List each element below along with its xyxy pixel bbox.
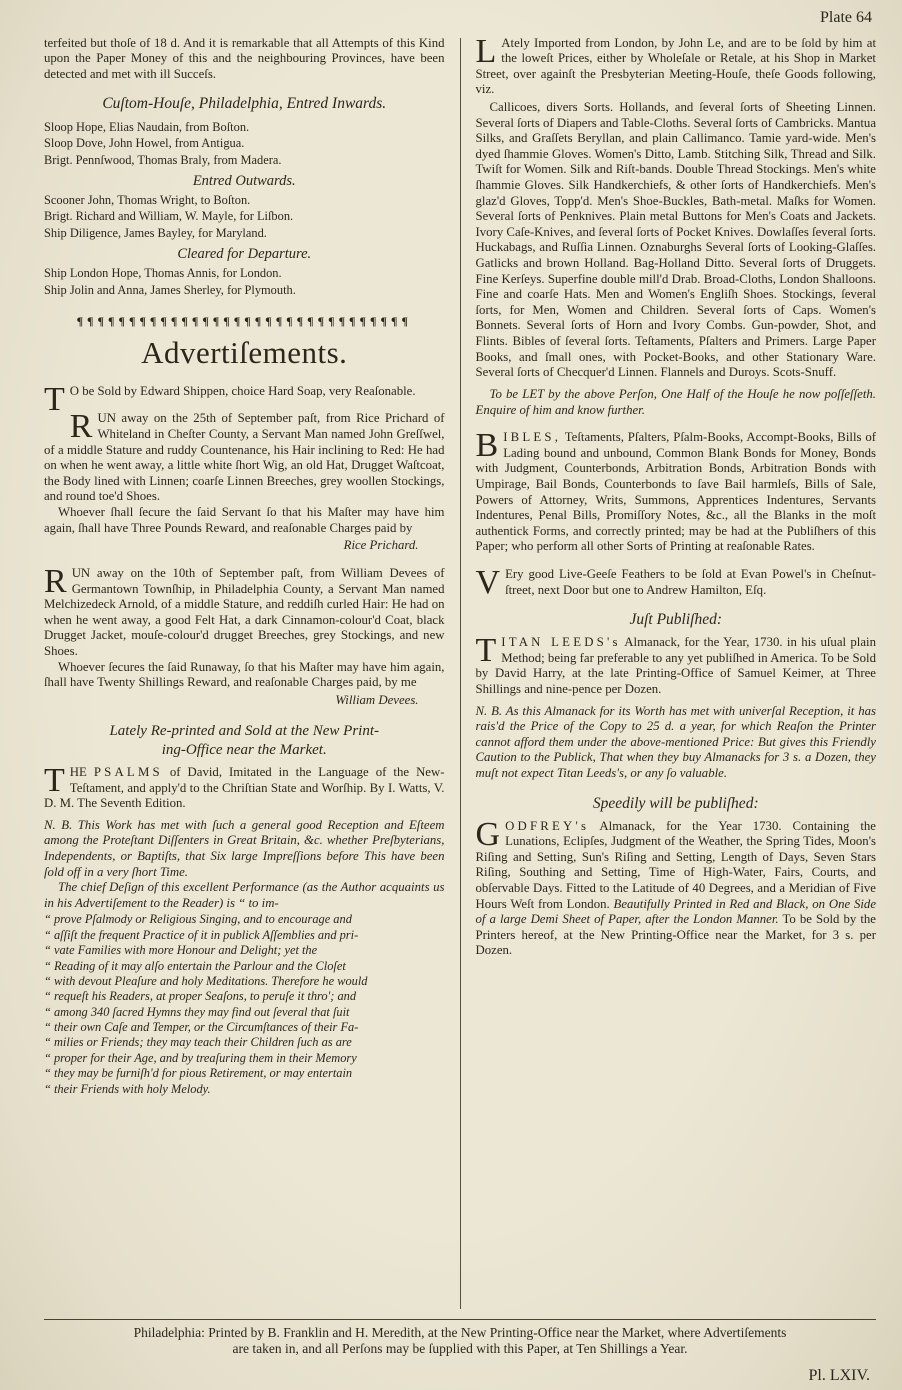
dropcap-letter: T	[44, 762, 65, 799]
cleared-departure-list	[44, 265, 445, 297]
quote-line: “ Reading of it may alſo entertain the Parlour and the Cloſet	[44, 958, 346, 973]
feathers-paragraph	[475, 564, 877, 602]
quote-line: “ they may be furniſh'd for pious Retirement, or may entertain	[44, 1066, 353, 1081]
title-spaced-text: ODFREY's	[505, 818, 590, 833]
dropcap-letter: G	[475, 815, 501, 853]
quote-line: “ milies or Friends; they may teach their Children ſuch as are	[44, 1035, 352, 1050]
quote-line: “ vate Families with more Honour and Delight; yet the	[44, 943, 318, 958]
advert-body-text: Ery good Live-Geeſe Feathers to be ſold at Evan Powel's in Cheſnut-ſtreet, next Door but one to Andrew Hamilton, Eſq.	[505, 567, 876, 597]
advert-body-text: UN away on the 25th of September paſt, from Rice Prichard of Whiteland in Cheſter County, a Servant Man named John Greſſwel, of a middle Stature and ruddy Countenance, his Hair inclining to Red: He had on when he went away, a little white ſhort Wig, an old Hat, Drugget Waſtcoat, the Body lined with Linnen; coarſe Linnen Breeches, grey woollen Stockings, and round toe'd Shoes.	[44, 411, 445, 504]
ship-entry: Ship London Hope, Thomas Annis, for London.	[44, 266, 282, 281]
title-text: HE	[69, 765, 94, 779]
quoted-lines-block	[44, 912, 445, 1097]
runaway-advert-devees	[44, 562, 445, 708]
soap-advert-text	[44, 380, 445, 418]
godfrey-almanack-advert	[475, 815, 877, 959]
signature: Rice Prichard.	[343, 538, 419, 553]
ship-entry: Brigt. Pennſwood, Thomas Braly, from Madera.	[44, 152, 282, 167]
cleared-departure-heading: Cleared for Departure.	[177, 245, 312, 262]
title-spaced-text: IBLES,	[503, 430, 562, 445]
continuation-paragraph: terfeited but thoſe of 18 d. And it is remarkable that all Attempts of this Kind upon the Paper Money of this and the neighbouring Provinces, have been detected and met with ill Succeſs.	[44, 35, 445, 81]
design-intro-paragraph: The chief Deſign of this excellent Performance (as the Author acquaints us in his Advertiſement to the Reader) is “ to im-	[44, 880, 445, 910]
advert-body-text: Ately Imported from London, by John Le, and are to be ſold by him at the loweſt Prices, either by Wholeſale or Retale, at his Shop in Market Street, over againſt the Presbyterian Meeting-Houſe, theſe Goods following, viz.	[475, 35, 876, 97]
runaway-description	[44, 408, 445, 505]
plate-number: Pl. LXIV.	[808, 1367, 870, 1385]
signature: William Devees.	[335, 692, 419, 707]
feathers-advert	[475, 564, 877, 602]
custom-house-heading: Cuſtom-Houſe, Philadelphia, Entred Inwards.	[102, 95, 387, 113]
blanks-paragraph	[475, 427, 877, 555]
just-published-heading: Juſt Publiſhed:	[629, 611, 723, 629]
quote-line: “ requeſt his Readers, at proper Seaſons, to peruſe it thro'; and	[44, 989, 357, 1004]
quote-line: “ prove Pſalmody or Religious Singing, and to encourage and	[44, 912, 352, 927]
blanks-printing-advert	[475, 427, 877, 555]
ship-entry: Sloop Dove, John Howel, from Antigua.	[44, 136, 245, 151]
runaway-description	[44, 562, 445, 660]
column-divider	[460, 38, 461, 1309]
ship-entry: Brigt. Richard and William, W. Mayle, for Liſbon.	[44, 209, 294, 224]
speedily-published-heading: Speedily will be publiſhed:	[592, 794, 759, 812]
psalms-title-paragraph	[44, 762, 445, 812]
advert-body-text: Year 1730. Containing the Lunations, Eclipſes, Judgment of the Weather, the Spring Tides, Moon's Riſing and Setting, Sun's Riſing and Setting, Length of Days, Seven Stars Riſing, Southing and Setting, Time of High-Water, Fairs, Courts, and obſervable Days. Fitted to the Latitude of 40 Degrees, and a Meridian of Five Hours Weſt from London.	[475, 818, 876, 911]
printers-ornament-row: ¶¶¶¶¶¶¶¶¶¶¶¶¶¶¶¶¶¶¶¶¶¶¶¶¶¶¶¶¶¶¶¶	[76, 313, 412, 328]
dropcap-letter: R	[44, 562, 67, 600]
quote-line: “ with devout Pleaſure and holy Meditations. Therefore he would	[44, 973, 368, 988]
title-spaced-text: ITAN LEEDS's	[501, 635, 621, 650]
advert-body-text: for the Year, 1730. in his uſual plain Method; being far preferable to any yet publiſhed in America. To be Sold by David Harry, at the late Printing-Office of Samuel Keimer, at Three Shillings and nine-pence per Dozen.	[475, 635, 876, 696]
dropcap-letter: R	[69, 408, 93, 446]
dropcap-letter: T	[44, 380, 65, 418]
ship-entry: Sloop Hope, Elias Naudain, from Boſton.	[44, 120, 250, 135]
psalms-heading-line2: ing-Office near the Market.	[161, 741, 327, 758]
leeds-paragraph	[475, 632, 877, 697]
imprint-line: are taken in, and all Perſons may be ſupplied with this Paper, at Ten Shillings a Year.	[232, 1341, 688, 1357]
imported-opening-paragraph	[476, 36, 877, 98]
entred-inwards-list	[44, 119, 445, 167]
quote-line: “ their Friends with holy Melody.	[44, 1081, 211, 1096]
reward-paragraph: Whoever ſhall ſecure the ſaid Servant ſo that his Maſter may have him again, ſhall have Three Pounds Reward, and reaſonable Charges paid by	[44, 505, 445, 535]
advert-body-text: Teſtaments, Pſalters, Pſalm-Books, Accompt-Books, Bills of Lading bound and unbound, Common Blank Bonds for Money, Bonds with Judgment, Counterbonds, Arbitration Bonds, Arbitration Bonds with Umpirage, Bail Bonds, Counterbonds to ſave Bail harmleſs, Bills of Sale, Powers of Attorney, Writs, Summons, Apprentices Indentures, Servants Indentures, Penal Bills, Promiſſory Notes, &c., all the Blanks in the moſt authentick Forms, and correctly printed; may be had at the Publiſhers of this Paper; who perform all other Sorts of Printing at reaſonable Rates.	[475, 430, 876, 554]
advert-body-text: To be Sold by the Printers hereof, at the New Printing-Office near the Market, for 3 s. per Dozen.	[475, 912, 876, 958]
dropcap-letter: T	[475, 632, 497, 670]
ship-entry: Ship Diligence, James Bayley, for Maryland.	[44, 225, 267, 240]
soap-advert	[44, 380, 445, 418]
page-columns	[44, 36, 876, 1313]
godfrey-paragraph	[475, 815, 877, 959]
imprint-line: Philadelphia: Printed by B. Franklin and H. Meredith, at the New Printing-Office near the Market, where Advertiſements	[133, 1324, 787, 1340]
nb-paragraph: N. B. This Work has met with ſuch a general good Reception and Eſteem among the Proteſtant Diſſenters in Great Britain, &c. whether Preſbyterians, Independents, or Baptiſts, that Six large Impreſſions before This have been ſold off in a very ſhort Time.	[44, 817, 445, 879]
goods-list-paragraph: Callicoes, divers Sorts. Hollands, and ſeveral ſorts of Sheeting Linnen. Several ſorts of Diapers and Table-Cloths. Several ſorts of Cambricks. Mantua Silks, and Graſſets Beryllan, and plain Callimanco. Tamie yard-wide. Men's dyed ſhammie Gloves. Women's Ditto, Lamb. Stitching Silk, Thread and Silk. Twiſt for Women. Silk and Riſt-bands. Double Thread Stockings. Men's white ſhammie Gloves. Silk Handkerchiefs, & other ſorts of Handkerchiefs. Men's glaz'd Gloves, Topp'd. Men's Shoe-Buckles, Bath-metal. Maſks for Women. Several ſorts of Penknives. Plain metal Buttons for Men's Coats and Jackets. Ivory Caſe-Knives, and ſeveral ſorts of Pocket Knives. Dowlaſſes ſeveral ſorts. Huckabags, and Ruſſia Linnen. Oznaburghs Several ſorts of Looking-Glaſſes. Gatlicks and brown Holland. Bag-Holland Ditto. Several ſorts of Druggets. Fine Kerſeys. Superfine double mill'd Drab. Broad-Cloths, London Shalloons. Fine and coarſe Hats. Men and Women's Engliſh Shoes. Stockings, ſeveral ſorts, for Men, Women and Children. Several ſorts of Caps. Women's Bonnets. Several ſorts of Horn and Ivory Combs. Gun-powder, Shot, and Flints. Bibles of ſeveral ſorts. Teſtaments, Pſalters and Primers. Large Paper Books, and ſmall ones, with Pocket-Books, and other Stationary Ware. Several ſorts of Checquer'd Linnen. Flannels and Duroys. Scots-Snuff.	[475, 99, 876, 380]
advert-body-italic-text: Beautifully Printed in Red and Black, on One Side of a large Demi Sheet of Paper, after the London Manner.	[475, 896, 876, 927]
custom-house-section	[44, 95, 445, 297]
imprint-footer	[44, 1319, 876, 1358]
dropcap-letter: L	[475, 35, 497, 70]
runaway-advert-prichard	[44, 408, 445, 553]
title-text: Almanack, for the	[589, 818, 708, 833]
advert-body-text: O be Sold by Edward Shippen, choice Hard Soap, very Reaſonable.	[69, 383, 416, 398]
dropcap-letter: B	[475, 427, 499, 465]
entred-outwards-heading: Entred Outwards.	[192, 172, 296, 189]
to-let-notice: To be LET by the above Perſon, One Half of the Houſe he now poſſeſſeth. Enquire of him and know further.	[475, 386, 876, 417]
entred-outwards-list	[44, 192, 445, 240]
title-text: Almanack,	[620, 635, 681, 650]
quote-line: “ aſſiſt the frequent Practice of it in publick Aſſemblies and pri-	[44, 927, 359, 942]
quote-line: “ proper for their Age, and by treaſuring them in their Memory	[44, 1050, 357, 1065]
right-column	[468, 36, 877, 1313]
leeds-almanack-advert	[475, 632, 877, 781]
title-spaced-text: PSALMS	[93, 765, 163, 779]
psalms-advert	[44, 722, 445, 1097]
advert-body-text: of David, Imitated in the Language of the New-Teſtament, and apply'd to the Chriſtian State and Worſhip. By I. Watts, V. D. M. The Seventh Edition.	[44, 765, 445, 811]
advertisements-title: Advertiſements.	[141, 335, 348, 371]
ship-entry: Ship Jolin and Anna, James Sherley, for Plymouth.	[44, 282, 296, 297]
psalms-heading-line1: Lately Re-printed and Sold at the New Print-	[109, 723, 380, 740]
imported-goods-advert	[476, 36, 877, 419]
ship-entry: Scooner John, Thomas Wright, to Boſton.	[44, 193, 251, 208]
quote-line: “ among 340 ſacred Hymns they may find out ſeveral that ſuit	[44, 1004, 350, 1019]
advert-body-text: UN away on the 10th of September paſt, from William Devees of Germantown Townſhip, in Philadelphia County, a Servant Man named Melchizedeck Arnold, of a middle Stature, and reddiſh curled Hair: He had on when he went away, a good Felt Hat, a dark Cinnamon-colour'd Coat, black Drugget Jacket, mouſe-colour'd drugget Breeches, grey Stockings, and new Shoes.	[44, 565, 445, 658]
plate-label: Plate 64	[820, 9, 872, 26]
dropcap-letter: V	[475, 564, 501, 602]
reward-paragraph: Whoever ſecures the ſaid Runaway, ſo that his Maſter may have him again, ſhall have Twenty Shillings Reward, and reaſonable Charges paid, by me	[44, 659, 445, 690]
quote-line: “ their own Caſe and Temper, or the Circumſtances of their Fa-	[44, 1020, 359, 1035]
nb-paragraph: N. B. As this Almanack for its Worth has met with univerſal Reception, it has rais'd the Price of the Copy to 25 d. a year, for which Reaſon the Printer cannot afford them under the above-mentioned Price: But gives this Friendly Caution to the Publick, That when they buy Almanacks for 3 s. a Dozen, they muſt not expect Titan Leeds's, or any ſo valuable.	[475, 703, 876, 781]
left-column	[44, 36, 455, 1313]
